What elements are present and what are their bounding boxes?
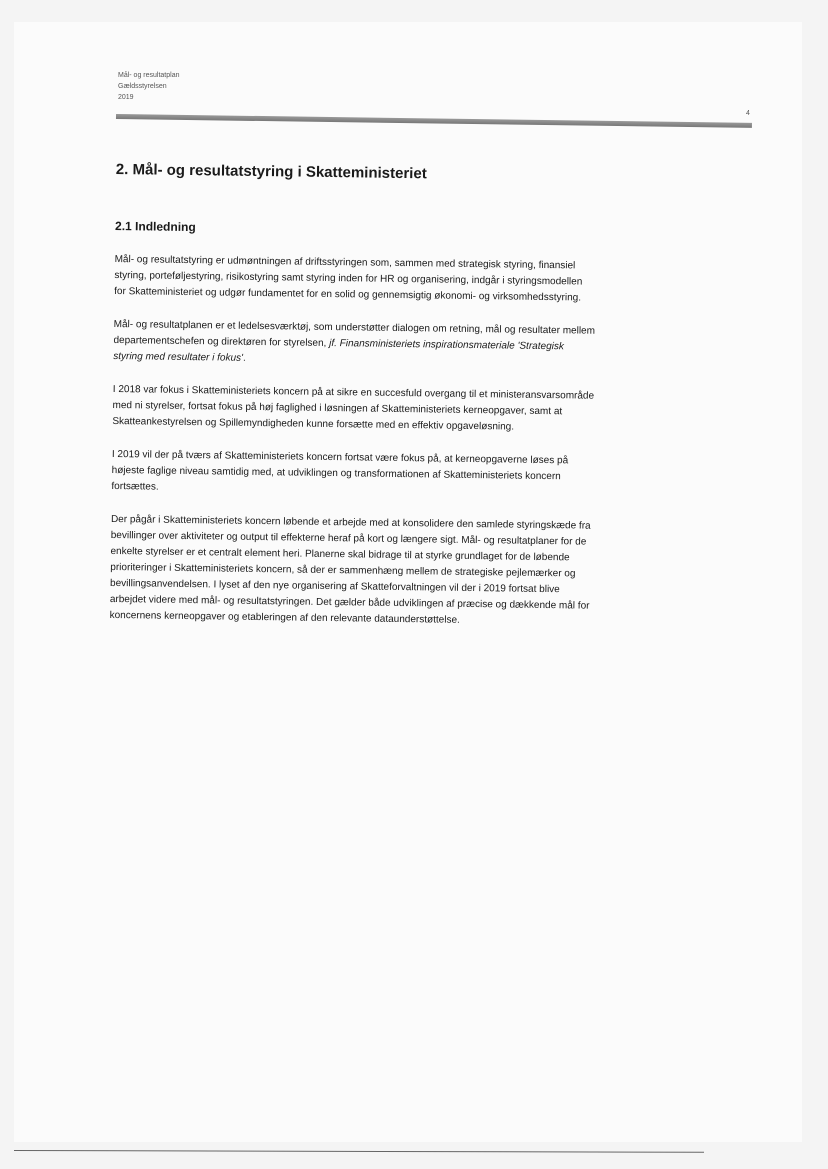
- paragraph-2-end: .: [242, 352, 246, 364]
- paragraph-1: Mål- og resultatstyring er udmøntningen af driftsstyringen som, sammen med strategisk styring, finansiel styring, porteføljestyring, risikostyring samt styring inden for HR og organisering, indgår i styringsmodellen for Skatteministeriet og udgør fundamentet for en solid og gennemsigtig økonomi- og virksomhedsstyring.: [114, 253, 583, 304]
- section-title: 2. Mål- og resultatstyring i Skatteministeriet: [115, 160, 427, 183]
- paragraph-3: I 2018 var fokus i Skatteministeriets koncern på at sikre en succesfuld overgang til et ministeransvarsområde med ni styrelser, fortsat fokus på høj faglighed i løsningen af Skatteministeriets kerneopgaver, samt at Skatteankestyrelsen og Spillemyndigheden kunne forsætte med en effektiv opgaveløsning.: [112, 383, 595, 433]
- header-year: 2019: [118, 94, 134, 101]
- header-agency-name: Gældsstyrelsen: [118, 83, 167, 90]
- paragraph-5: Der pågår i Skatteministeriets koncern løbende et arbejde med at konsolidere den samlede styringskæde fra bevillinger over aktiviteter og output til effekterne heraf på kort og længere sigt. Mål- og resultatplaner for de enkelte styrelser er et centralt element heri. Planerne skal bidrage til at styrke grundlaget for de løbende prioriteringer i Skatteministeriets koncern, så der er sammenhæng mellem de strategiske pejlemærker og bevillingsanvendelsen. I lyset af den nye organisering af Skatteforvaltningen vil der i 2019 fortsat blive arbejdet videre med mål- og resultatstyringen. Det gælder både udviklingen af præcise og dækkende mål for koncernens kerneopgaver og etableringen af den relevante dataunderstøttelse.: [109, 513, 591, 626]
- paragraph-4: I 2019 vil der på tværs af Skatteministeriets koncern fortsat være fokus på, at kerneopgaverne løses på højeste faglige niveau samtidig med, at udviklingen og transformationen af Skatteministeriets koncern fortsættes.: [111, 448, 569, 493]
- header-divider: [116, 114, 752, 128]
- page-number: 4: [746, 110, 750, 117]
- document-header: [118, 70, 179, 103]
- footer-divider: [14, 1150, 704, 1153]
- document-page: [14, 22, 802, 1142]
- subsection-title: 2.1 Indledning: [114, 218, 196, 235]
- paragraph-2-reference: jf. Finansministeriets inspirationsmateriale 'Strategisk styring med resultater i fokus': [113, 337, 564, 364]
- paragraph-2-text: Mål- og resultatplanen er et ledelsesværktøj, som understøtter dialogen om retning, mål og resultater mellem departementschefen og direktøren for styrelsen,: [113, 318, 596, 349]
- header-plan-title: Mål- og resultatplan: [118, 72, 180, 79]
- document-body: [109, 160, 598, 648]
- paragraph-2: [113, 317, 596, 372]
